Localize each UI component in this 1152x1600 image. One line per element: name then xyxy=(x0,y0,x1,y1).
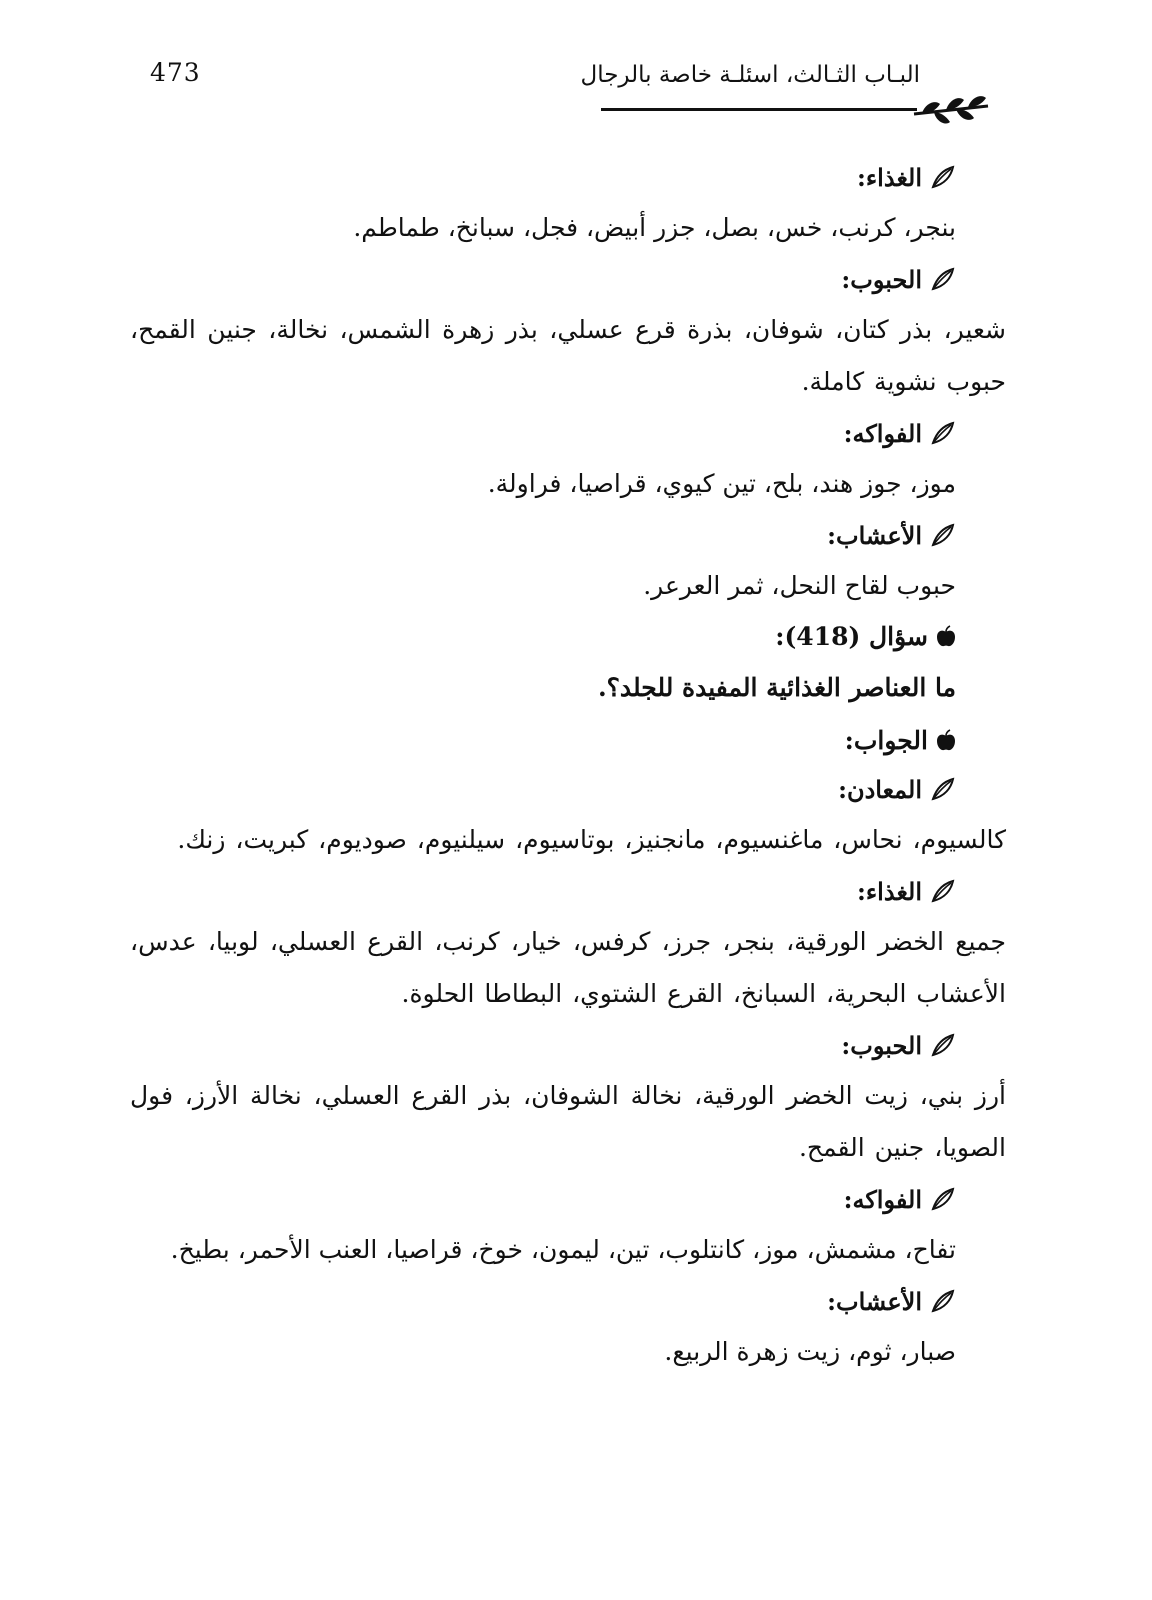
section-heading xyxy=(130,1020,956,1070)
leaf-icon xyxy=(930,1186,956,1212)
body-paragraph: كالسيوم، نحاس، ماغنسيوم، مانجنيز، بوتاسيوم، سيلنيوم، صوديوم، كبريت، زنك. xyxy=(177,825,1006,854)
body-paragraph-text: موز، جوز هند، بلح، تين كيوي، قراصيا، فراولة. xyxy=(487,469,956,498)
question-heading-label: الجواب: xyxy=(844,725,928,755)
body-paragraph: جميع الخضر الورقية، بنجر، جرز، كرفس، خيار، كرنب، القرع العسلي، لوبيا، عدس، الأعشاب البحرية، السبانخ، القرع الشتوي، البطاطا الحلوة. xyxy=(130,927,1006,1008)
apple-icon xyxy=(936,625,956,647)
body-paragraph: شعير، بذر كتان، شوفان، بذرة قرع عسلي، بذر زهرة الشمس، نخالة، جنين القمح، حبوب نشوية كاملة. xyxy=(130,315,1006,396)
leaf-icon xyxy=(930,878,956,904)
section-heading xyxy=(130,408,956,458)
body-paragraph xyxy=(130,1326,956,1378)
page-body xyxy=(130,152,1006,1378)
question-heading xyxy=(130,612,956,660)
section-heading-label: الغذاء: xyxy=(857,876,922,906)
question-text-label: ما العناصر الغذائية المفيدة للجلد؟. xyxy=(597,673,956,702)
leaf-icon xyxy=(930,420,956,446)
section-heading xyxy=(130,254,956,304)
running-header-title: البـاب الثـالث، اسئلـة خاصة بالرجال xyxy=(580,62,920,88)
section-heading xyxy=(130,764,956,814)
section-heading-label: الأعشاب: xyxy=(827,1286,922,1316)
body-paragraph-text: حبوب لقاح النحل، ثمر العرعر. xyxy=(643,571,956,600)
section-heading-label: الأعشاب: xyxy=(827,520,922,550)
section-heading xyxy=(130,1174,956,1224)
section-heading-label: الغذاء: xyxy=(857,162,922,192)
leaf-icon xyxy=(930,1288,956,1314)
page-number: 473 xyxy=(150,58,201,87)
body-paragraph xyxy=(130,202,956,254)
leaf-icon xyxy=(930,164,956,190)
section-heading-label: الفواكه: xyxy=(843,418,922,448)
body-paragraph-text: بنجر، كرنب، خس، بصل، جزر أبيض، فجل، سبانخ، طماطم. xyxy=(353,213,956,242)
leaf-icon xyxy=(930,776,956,802)
section-heading xyxy=(130,510,956,560)
leaf-icon xyxy=(930,1032,956,1058)
section-heading-label: الفواكه: xyxy=(843,1184,922,1214)
section-heading-label: الحبوب: xyxy=(841,264,922,294)
body-paragraph-text: صبار، ثوم، زيت زهرة الربيع. xyxy=(664,1337,956,1366)
section-heading-label: المعادن: xyxy=(838,774,922,804)
leaf-branch-icon xyxy=(912,92,990,132)
body-paragraph xyxy=(130,560,956,612)
leaf-icon xyxy=(930,266,956,292)
section-heading xyxy=(130,152,956,202)
apple-icon xyxy=(936,729,956,751)
body-paragraph xyxy=(130,458,956,510)
body-paragraph xyxy=(130,1224,956,1276)
question-text xyxy=(130,660,956,716)
section-heading xyxy=(130,1276,956,1326)
question-heading xyxy=(130,716,956,764)
question-heading-label: سؤال (418): xyxy=(775,621,928,651)
body-paragraph: أرز بني، زيت الخضر الورقية، نخالة الشوفان، بذر القرع العسلي، نخالة الأرز، فول الصويا، جنين القمح. xyxy=(130,1081,1006,1162)
section-heading-label: الحبوب: xyxy=(841,1030,922,1060)
header-rule xyxy=(601,108,917,111)
body-paragraph-text: تفاح، مشمش، موز، كانتلوب، تين، ليمون، خوخ، قراصيا، العنب الأحمر، بطيخ. xyxy=(170,1235,956,1264)
leaf-icon xyxy=(930,522,956,548)
section-heading xyxy=(130,866,956,916)
